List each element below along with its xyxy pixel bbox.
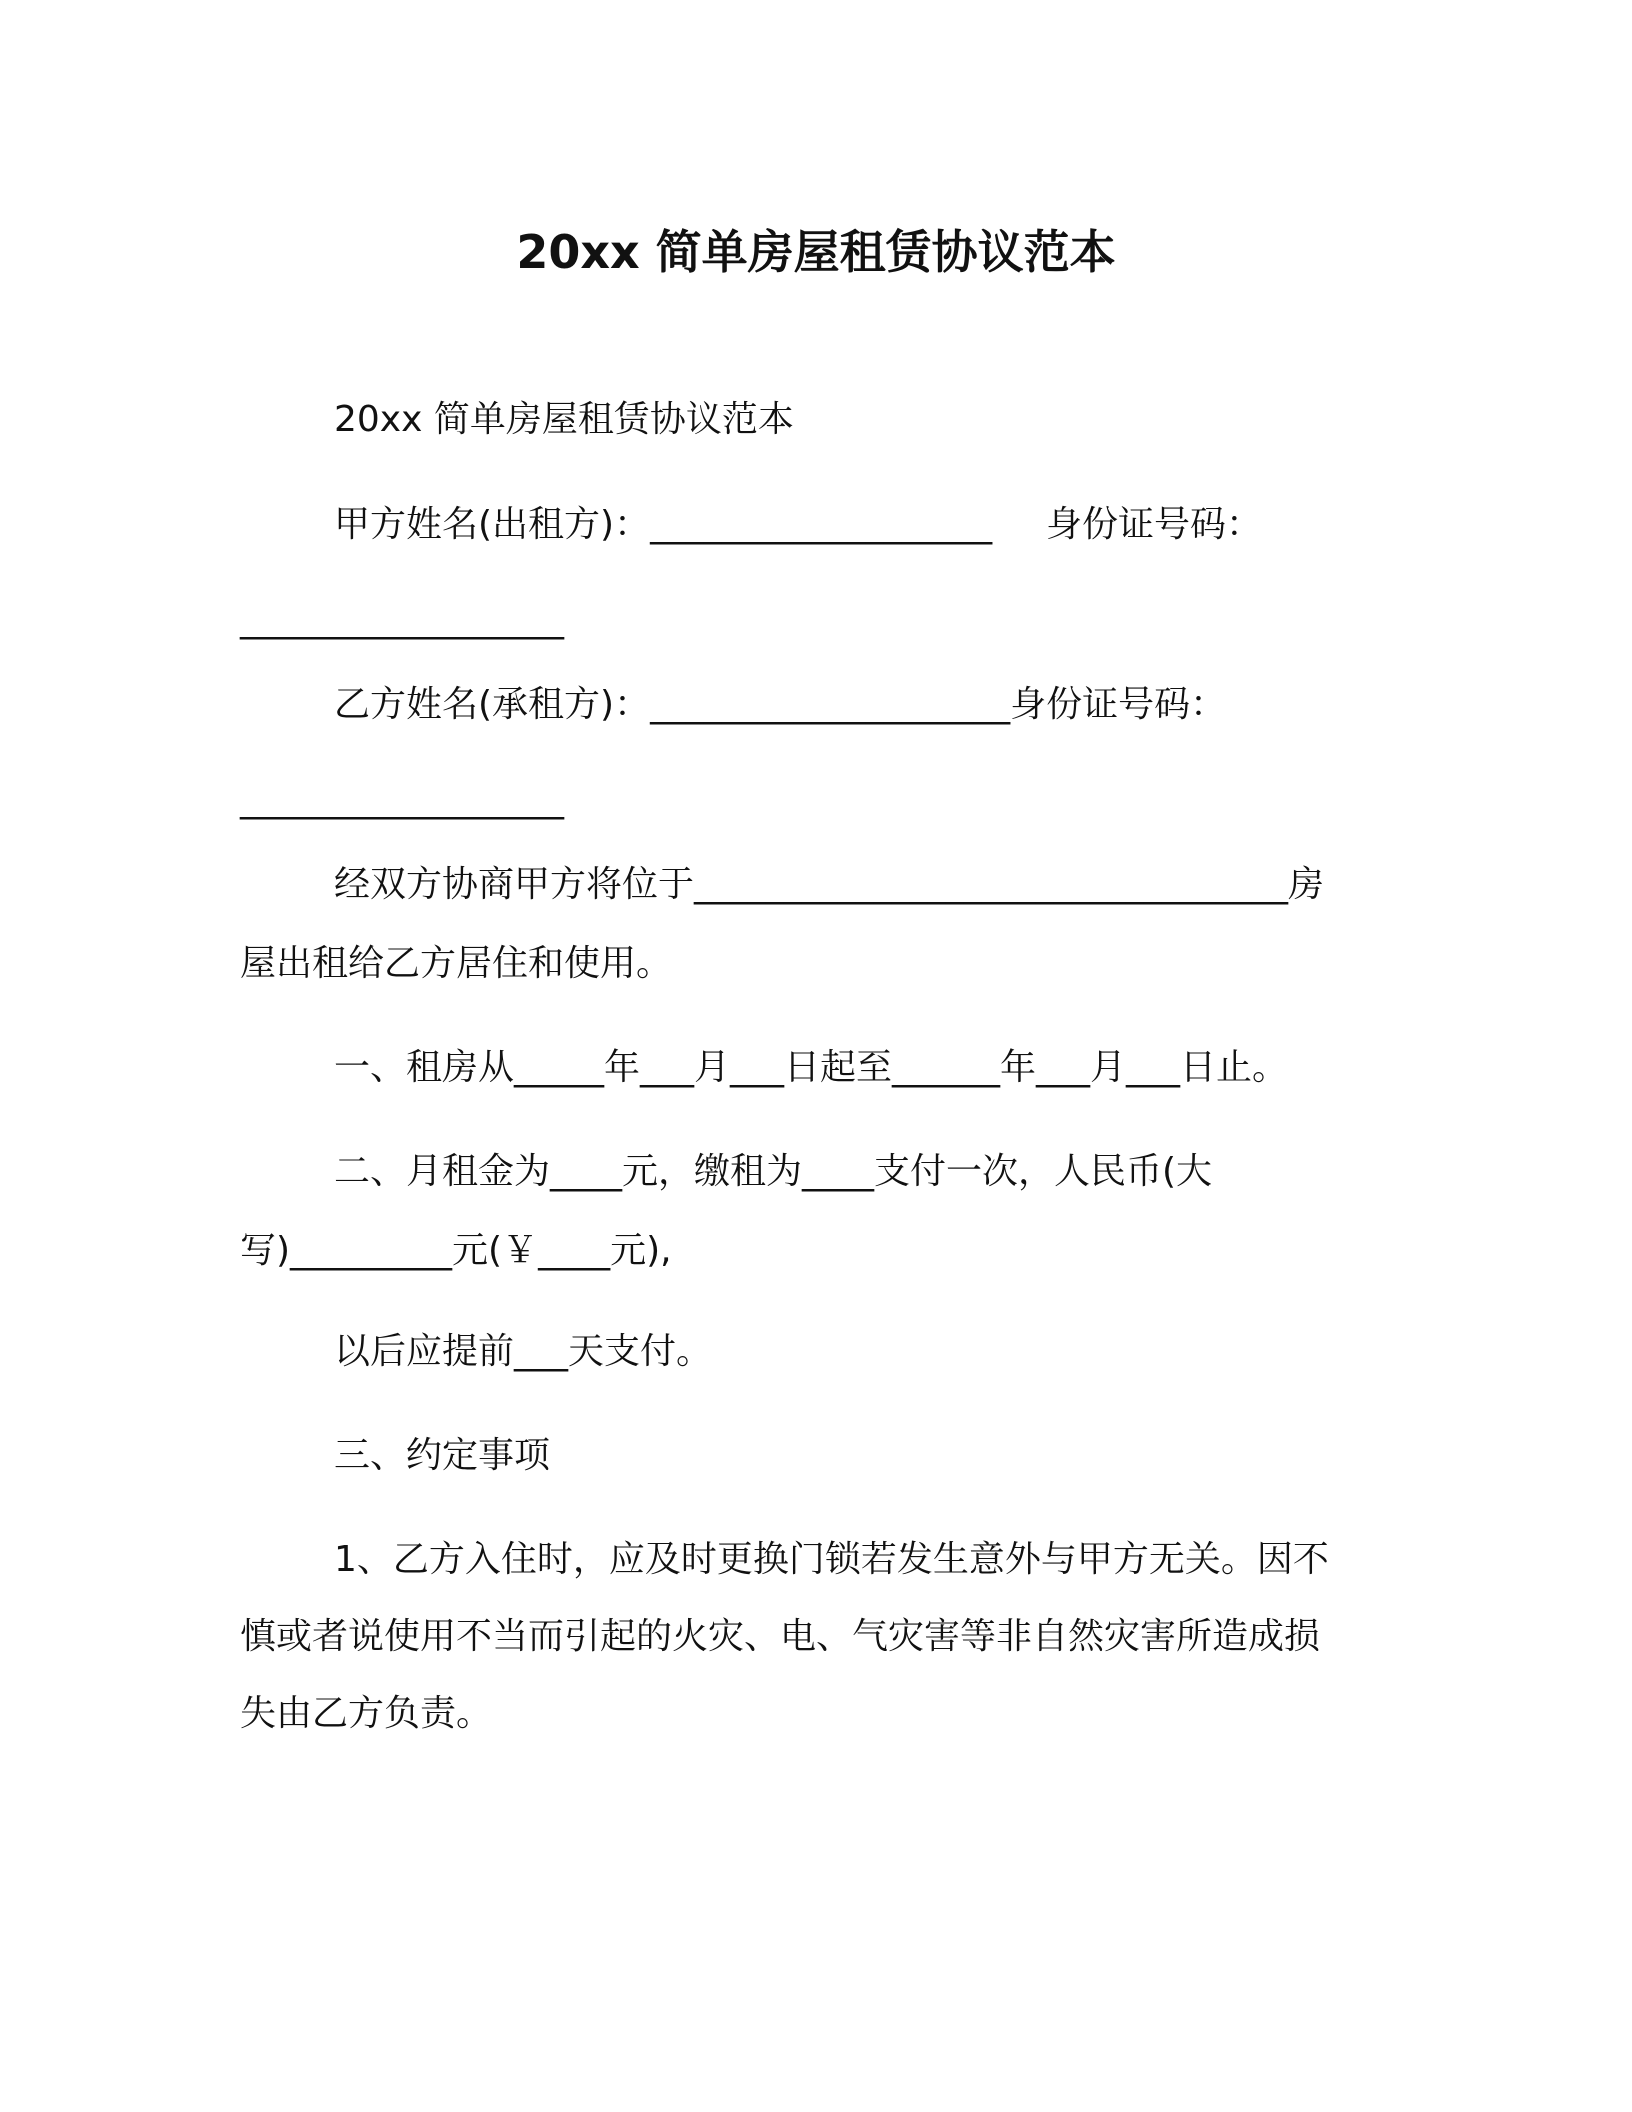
party-b-id-blank: __________________ bbox=[240, 779, 564, 820]
item-1-line-3: 失由乙方负责。 bbox=[240, 1693, 493, 1734]
section-3-heading: 三、约定事项 bbox=[334, 1435, 551, 1476]
document-subtitle: 20xx 简单房屋租赁协议范本 bbox=[334, 399, 794, 440]
party-b-name-line: 乙方姓名(承租方)：____________________身份证号码： bbox=[334, 684, 1227, 725]
clause-1-lease-term: 一、租房从_____年___月___日起至______年___月___日止。 bbox=[334, 1047, 1289, 1088]
item-1-line-1: 1、乙方入住时，应及时更换门锁若发生意外与甲方无关。因不 bbox=[334, 1539, 1329, 1580]
premises-line-2: 屋出租给乙方居住和使用。 bbox=[240, 943, 673, 984]
party-a-id-label: 身份证号码： bbox=[1046, 504, 1263, 545]
advance-payment-line: 以后应提前___天支付。 bbox=[334, 1331, 713, 1372]
party-a-name-line: 甲方姓名(出租方)：___________________ bbox=[334, 504, 993, 545]
document-title: 20xx 简单房屋租赁协议范本 bbox=[516, 225, 1116, 279]
item-1-line-2: 慎或者说使用不当而引起的火灾、电、气灾害等非自然灾害所造成损 bbox=[240, 1616, 1321, 1657]
premises-line-1: 经双方协商甲方将位于_________________________________房 bbox=[334, 864, 1325, 905]
clause-2-line-2: 写)_________元(￥____元), bbox=[240, 1230, 672, 1271]
clause-2-line-1: 二、月租金为____元，缴租为____支付一次，人民币(大 bbox=[334, 1151, 1213, 1192]
party-a-id-blank: __________________ bbox=[240, 599, 564, 640]
